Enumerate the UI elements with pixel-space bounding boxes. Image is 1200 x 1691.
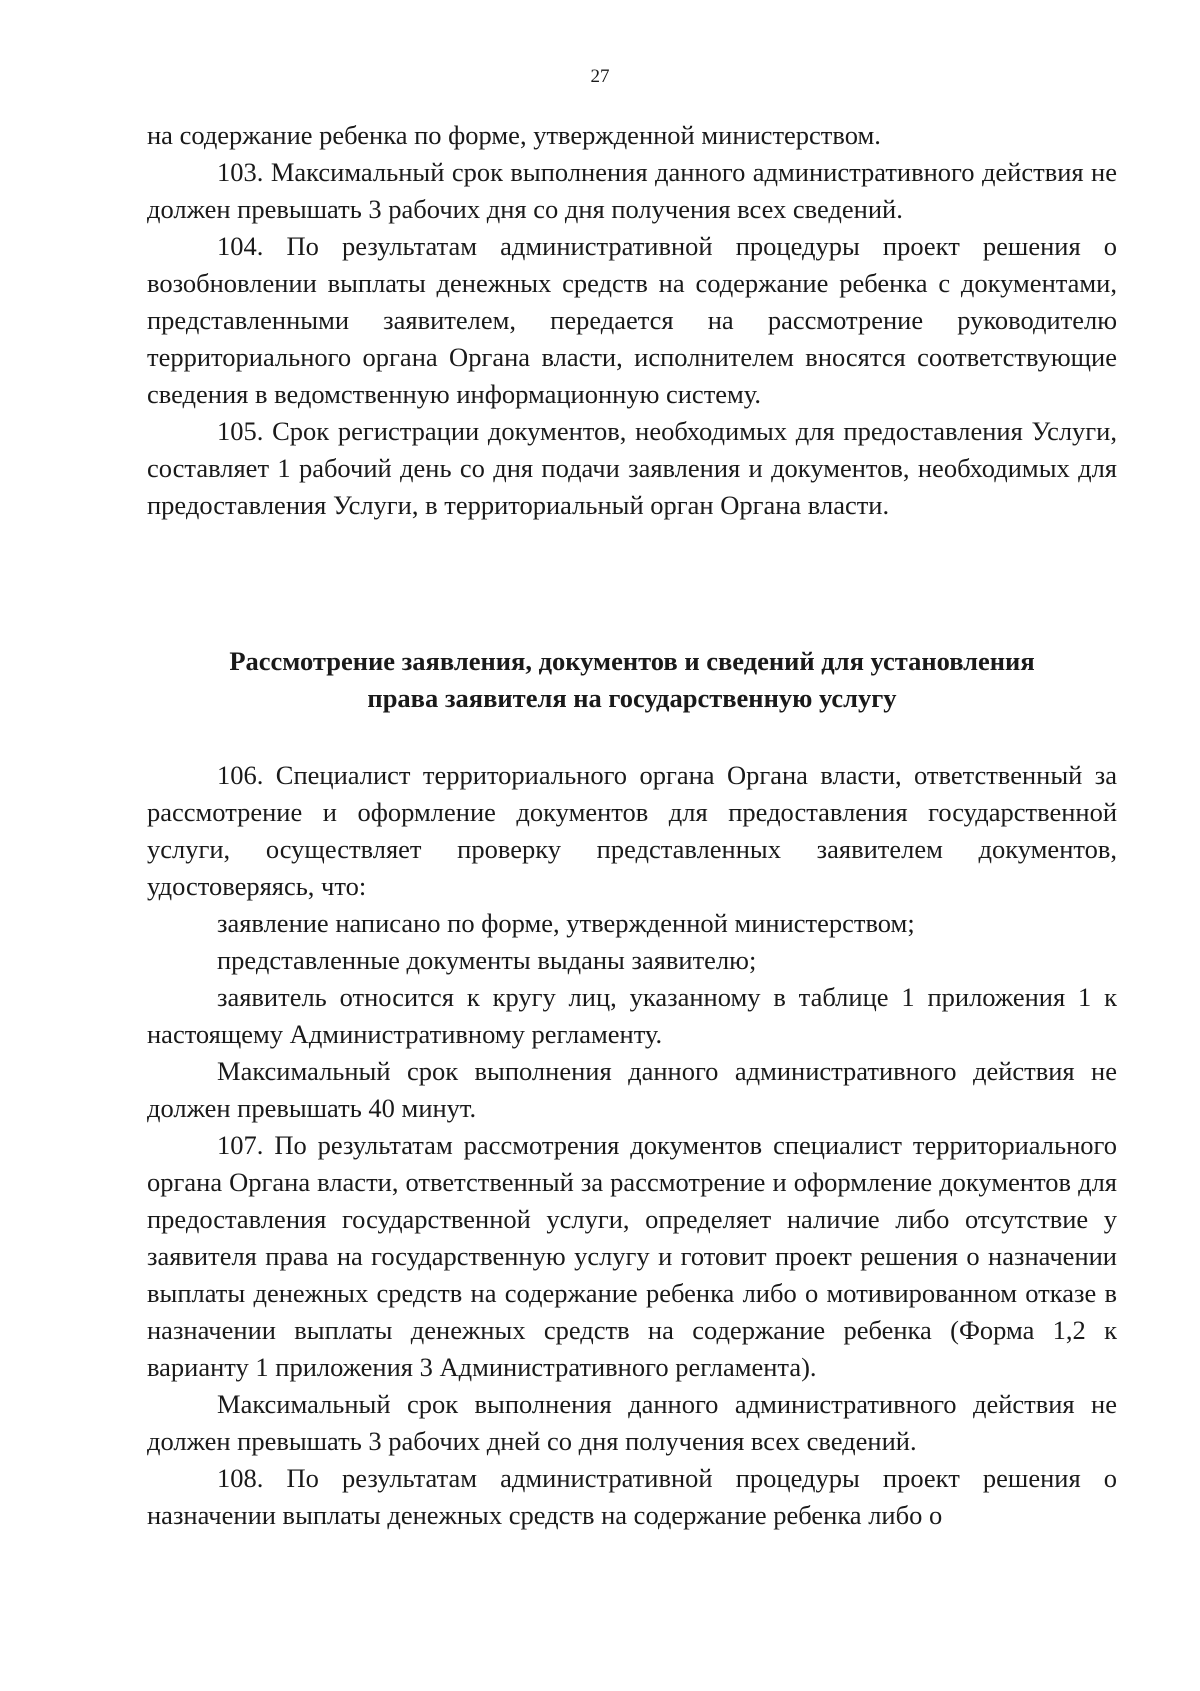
paragraph-108: 108. По результатам административной процедуры проект решения о назначении выплаты денежных средств на содержание ребенка либо о — [147, 1463, 1117, 1530]
paragraph-continuation: на содержание ребенка по форме, утвержденной министерством. — [147, 120, 881, 150]
text-block-top — [147, 117, 1117, 524]
paragraph-103: 103. Максимальный срок выполнения данного административного действия не должен превышать 3 рабочих дня со дня получения всех сведений. — [147, 157, 1117, 224]
list-item-applicant: заявитель относится к кругу лиц, указанному в таблице 1 приложения 1 к настоящему Административному регламенту. — [147, 982, 1117, 1049]
page-number: 27 — [590, 66, 610, 87]
paragraph-104: 104. По результатам административной процедуры проект решения о возобновлении выплаты денежных средств на содержание ребенка с документами, представленными заявителем, передается на рассмотрение руководителю территориального органа Органа власти, исполнителем вносятся соответствующие сведения в ведомственную информационную систему. — [147, 231, 1117, 409]
section-heading — [147, 643, 1117, 717]
list-item-documents: представленные документы выданы заявителю; — [217, 945, 757, 975]
paragraph-106-term: Максимальный срок выполнения данного административного действия не должен превышать 40 минут. — [147, 1056, 1117, 1123]
paragraph-106: 106. Специалист территориального органа Органа власти, ответственный за рассмотрение и оформление документов для предоставления государственной услуги, осуществляет проверку представленных заявителем документов, удостоверяясь, что: — [147, 760, 1117, 901]
paragraph-105: 105. Срок регистрации документов, необходимых для предоставления Услуги, составляет 1 рабочий день со дня подачи заявления и документов, необходимых для предоставления Услуги, в территориальный орган Органа власти. — [147, 416, 1117, 520]
section-heading-line-1: Рассмотрение заявления, документов и сведений для установления — [229, 646, 1035, 676]
list-item-form: заявление написано по форме, утвержденной министерством; — [217, 908, 915, 938]
text-block-bottom — [147, 757, 1117, 1534]
section-heading-line-2: права заявителя на государственную услугу — [367, 683, 897, 713]
paragraph-107: 107. По результатам рассмотрения документов специалист территориального органа Органа власти, ответственный за рассмотрение и оформление документов для предоставления государственной услуги, определяет наличие либо отсутствие у заявителя права на государственную услугу и готовит проект решения о назначении выплаты денежных средств на содержание ребенка либо о мотивированном отказе в назначении выплаты денежных средств на содержание ребенка (Форма 1,2 к варианту 1 приложения 3 Административного регламента). — [147, 1130, 1117, 1382]
paragraph-107-term: Максимальный срок выполнения данного административного действия не должен превышать 3 рабочих дней со дня получения всех сведений. — [147, 1389, 1117, 1456]
